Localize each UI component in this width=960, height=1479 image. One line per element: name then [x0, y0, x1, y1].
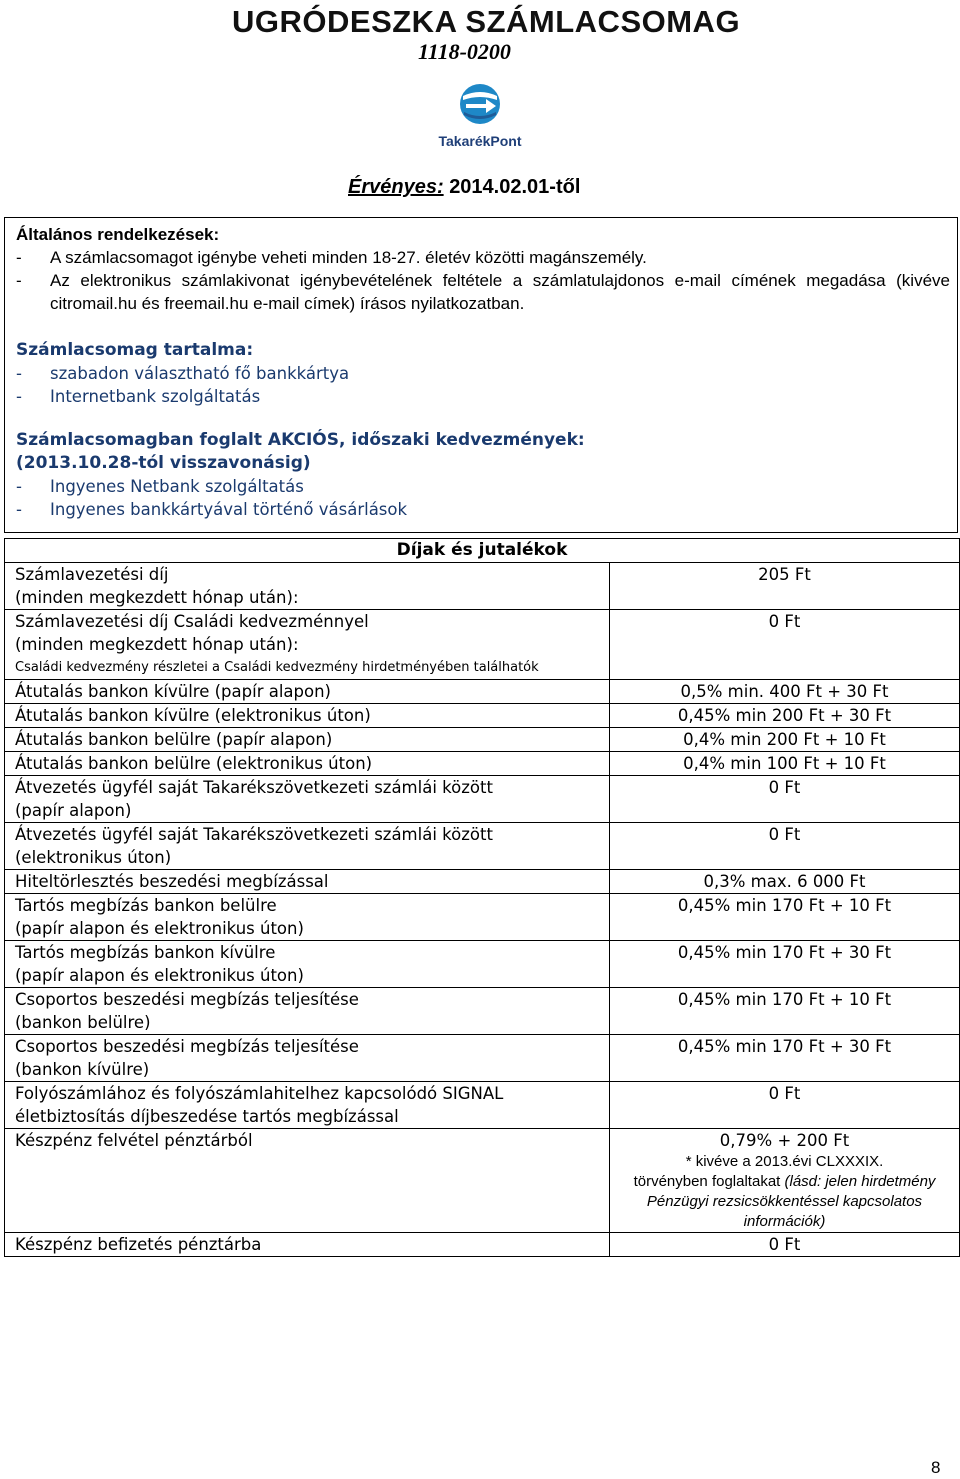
table-row: [5, 680, 960, 704]
fee-label: Átutalás bankon belülre (papír alapon): [5, 728, 610, 752]
fee-value: 0 Ft: [610, 1233, 960, 1257]
fee-value: 0,4% min 100 Ft + 10 Ft: [610, 752, 960, 776]
contents-heading: Számlacsomag tartalma:: [16, 340, 254, 360]
table-row: [5, 1233, 960, 1257]
fee-label-detail: (papír alapon és elektronikus úton): [15, 919, 304, 938]
promo-item: - Ingyenes bankkártyával történő vásárlások: [16, 500, 408, 519]
fee-footnote: Családi kedvezmény részletei a Családi kedvezmény hirdetményében találhatók: [15, 660, 539, 675]
product-code: 1118-0200: [418, 39, 511, 64]
table-row: [5, 563, 960, 610]
fee-label: Készpénz felvétel pénztárból: [5, 1129, 610, 1233]
fee-label-detail: (bankon belülre): [15, 1013, 151, 1032]
fee-value: 0,45% min 170 Ft + 30 Ft: [610, 1035, 960, 1082]
fee-value: 0,5% min. 400 Ft + 30 Ft: [610, 680, 960, 704]
fee-label: Átutalás bankon belülre (elektronikus úton): [5, 752, 610, 776]
general-item: - A számlacsomagot igénybe veheti minden 18-27. életév közötti magánszemély.: [16, 248, 647, 267]
promo-item: - Ingyenes Netbank szolgáltatás: [16, 477, 304, 496]
fee-label-detail: (minden megkezdett hónap után):: [15, 635, 299, 654]
table-row: [5, 1035, 960, 1082]
table-row: [5, 870, 960, 894]
fee-value: 0,45% min 170 Ft + 30 Ft: [610, 941, 960, 988]
fee-label-detail: (papír alapon és elektronikus úton): [15, 966, 304, 985]
takarekpont-logo: [430, 82, 530, 152]
table-row: [5, 610, 960, 680]
table-row: [5, 988, 960, 1035]
fee-label-detail: (minden megkezdett hónap után):: [15, 588, 299, 607]
fee-label: Számlavezetési díj Családi kedvezménnyel: [15, 612, 369, 631]
fee-value: 0,45% min 170 Ft + 10 Ft: [610, 988, 960, 1035]
fees-header-row: [5, 539, 960, 563]
document-title: UGRÓDESZKA SZÁMLACSOMAG: [232, 4, 741, 39]
fee-label: Átutalás bankon kívülre (papír alapon): [5, 680, 610, 704]
page-number: 8: [931, 1458, 941, 1477]
table-row: [5, 728, 960, 752]
fee-label: Átutalás bankon kívülre (elektronikus úton): [5, 704, 610, 728]
fee-label: Hiteltörlesztés beszedési megbízással: [5, 870, 610, 894]
fee-label-detail: (elektronikus úton): [15, 848, 172, 867]
table-row: [5, 941, 960, 988]
fee-value: 0,45% min 170 Ft + 10 Ft: [610, 894, 960, 941]
general-item: - Az elektronikus számlakivonat igénybevételének feltétele a számlatulajdonos e-mail címének megadása (kivéve citromail.hu és freemail.hu e-mail címek) írásos nyilatkozatban.: [16, 271, 950, 313]
fee-label: Csoportos beszedési megbízás teljesítése: [15, 1037, 359, 1056]
fee-value: 0 Ft: [610, 823, 960, 870]
fee-label: Átvezetés ügyfél saját Takarékszövetkezeti számlái között: [15, 778, 493, 797]
provisions-box: [4, 217, 958, 533]
contents-item: - Internetbank szolgáltatás: [16, 387, 261, 406]
table-row: [5, 776, 960, 823]
fee-value: 205 Ft: [610, 563, 960, 610]
fee-value: 0,79% + 200 Ft: [719, 1131, 850, 1150]
fee-label-detail: (papír alapon): [15, 801, 132, 820]
fees-table: [4, 538, 960, 1257]
fee-value: 0,4% min 200 Ft + 10 Ft: [610, 728, 960, 752]
table-row: [5, 704, 960, 728]
svg-text:TakarékPont: TakarékPont: [438, 133, 522, 149]
fee-label-detail: (bankon kívülre): [15, 1060, 150, 1079]
fee-value: 0,3% max. 6 000 Ft: [610, 870, 960, 894]
table-row: [5, 1129, 960, 1233]
fee-label: Tartós megbízás bankon belülre: [15, 896, 277, 915]
general-heading: Általános rendelkezések:: [16, 225, 220, 244]
fee-value: 0 Ft: [610, 610, 960, 680]
fee-label: Tartós megbízás bankon kívülre: [15, 943, 276, 962]
table-row: [5, 1082, 960, 1129]
fee-label-detail: életbiztosítás díjbeszedése tartós megbízással: [15, 1107, 399, 1126]
table-row: [5, 823, 960, 870]
validity-date: Érvényes: 2014.02.01-től: [348, 176, 581, 198]
fee-note: * kivéve a 2013.évi CLXXXIX. törvényben foglaltakat (lásd: jelen hirdetmény Pénzügyi rezsicsökkentéssel kapcsolatos információk): [633, 1153, 936, 1230]
fee-label: Számlavezetési díj: [15, 565, 169, 584]
fee-value: 0 Ft: [610, 1082, 960, 1129]
contents-item: - szabadon választható fő bankkártya: [16, 364, 350, 383]
table-row: [5, 894, 960, 941]
fee-value: 0,45% min 200 Ft + 30 Ft: [610, 704, 960, 728]
fee-value: 0 Ft: [610, 776, 960, 823]
promo-heading: Számlacsomagban foglalt AKCIÓS, időszaki kedvezmények: (2013.10.28-tól visszavonásig): [16, 430, 585, 473]
fee-label: Csoportos beszedési megbízás teljesítése: [15, 990, 359, 1009]
fee-label: Készpénz befizetés pénztárba: [5, 1233, 610, 1257]
fees-heading: Díjak és jutalékok: [5, 539, 960, 563]
fee-label: Folyószámlához és folyószámlahitelhez kapcsolódó SIGNAL: [15, 1084, 504, 1103]
fee-label: Átvezetés ügyfél saját Takarékszövetkezeti számlái között: [15, 825, 493, 844]
table-row: [5, 752, 960, 776]
